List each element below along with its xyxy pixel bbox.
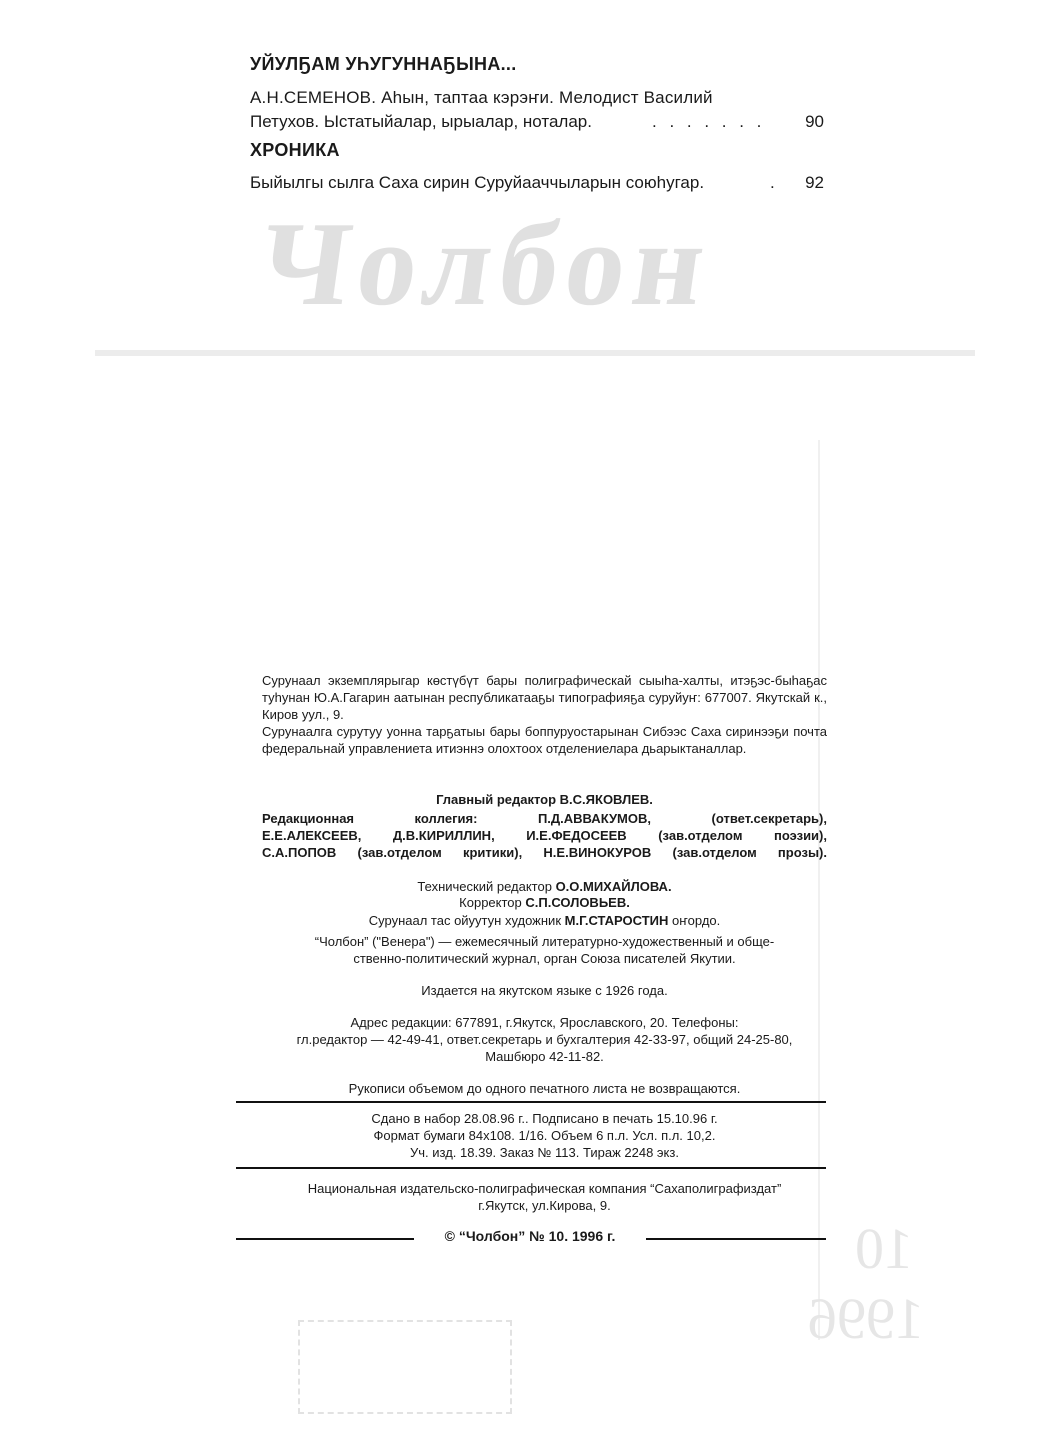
copyright-rule-left xyxy=(236,1238,414,1240)
corrector-label: Корректор xyxy=(459,895,522,910)
bleedthrough-rule xyxy=(95,350,975,356)
journal-description xyxy=(262,933,827,967)
tech-editor-label: Технический редактор xyxy=(417,879,552,894)
print-details-line2: Формат бумаги 84x108. 1/16. Объем 6 п.л. Усл. п.л. 10,2. xyxy=(373,1128,716,1143)
toc-entry-line1: Быйылгы сылга Саха сирин Суруйааччыларын союhугар. xyxy=(250,173,705,192)
cover-artist-suffix: оҥордо. xyxy=(672,913,721,928)
tech-editor xyxy=(262,878,827,895)
tech-editor-name: О.О.МИХАЙЛОВА. xyxy=(555,879,672,894)
bleedthrough-logo: Чолбон xyxy=(252,197,721,330)
toc-page-number: 90 xyxy=(805,112,824,131)
toc-leader: . xyxy=(770,173,775,192)
bleedthrough-issue: 10 xyxy=(855,1216,913,1281)
address-line1: Адрес редакции: 677891, г.Якутск, Ярославского, 20. Телефоны: xyxy=(350,1015,739,1030)
imprint-block xyxy=(262,672,827,757)
editorial-board-line2: Е.Е.АЛЕКСЕЕВ, Д.В.КИРИЛЛИН, И.Е.ФЕДОСЕЕВ (зав.отделом поэзии), xyxy=(262,828,827,843)
published-since: Издается на якутском языке с 1926 года. xyxy=(421,983,668,998)
print-details-line1: Сдано в набор 28.08.96 г.. Подписано в печать 15.10.96 г. xyxy=(371,1111,718,1126)
address-line2: гл.редактор — 42-49-41, ответ.секретарь и бухгалтерия 42-33-97, общий 24-25-80, xyxy=(296,1032,793,1047)
editorial-board xyxy=(262,810,827,861)
publisher-line2: г.Якутск, ул.Кирова, 9. xyxy=(478,1198,611,1213)
toc-entry xyxy=(250,171,824,195)
toc-entry xyxy=(250,86,824,134)
editorial-board-line3: С.А.ПОПОВ (зав.отделом критики), Н.Е.ВИНОКУРОВ (зав.отделом прозы). xyxy=(262,845,827,860)
toc-leader: . . . . . . . xyxy=(652,112,766,131)
print-details-line3: Уч. изд. 18.39. Заказ № 113. Тираж 2248 экз. xyxy=(410,1145,679,1160)
address-line3: Машбюро 42-11-82. xyxy=(485,1049,604,1064)
bleedthrough-year: 1996 xyxy=(808,1286,924,1351)
publisher-line1: Национальная издательско-полиграфическая компания “Сахаполиграфиздат” xyxy=(307,1181,782,1196)
print-details xyxy=(262,1110,827,1161)
divider xyxy=(236,1167,826,1169)
editorial-address xyxy=(262,1014,827,1065)
library-stamp xyxy=(298,1320,512,1414)
journal-description-line1: “Чолбон” ("Венера") — ежемесячный литературно-художественный и обще- xyxy=(314,934,775,949)
cover-artist xyxy=(262,912,827,929)
imprint-para1: Сурунаал экземплярыгар көстүбүт бары полиграфическай сыыhа-халты, итэҕэс-быhаҕас туhунан Ю.А.Гагарин аатынан республикатааҕы типографияҕа суруйуҥ: 677007. Якутскай к., Киров уул., 9. xyxy=(262,673,827,722)
cover-artist-name: М.Г.СТАРОСТИН xyxy=(564,913,669,928)
toc-entry-line2: Петухов. Ыстатыйалар, ырыалар, ноталар. xyxy=(250,112,592,131)
editorial-board-line1: Редакционная коллегия: П.Д.АВВАКУМОВ, (ответ.секретарь), xyxy=(262,811,827,826)
cover-artist-prefix: Сурунаал тас ойуутун художник xyxy=(368,913,562,928)
copyright-rule-right xyxy=(646,1238,826,1240)
publisher-info xyxy=(262,1180,827,1214)
toc-page-number: 92 xyxy=(805,173,824,192)
corrector xyxy=(262,894,827,911)
toc-entry-line1: А.Н.СЕМЕНОВ. Аhын, таптаа кэрэҥи. Мелодист Василий xyxy=(250,88,713,107)
divider xyxy=(236,1101,826,1103)
section-heading: ХРОНИКА xyxy=(250,140,340,160)
chief-editor: Главный редактор В.С.ЯКОВЛЕВ. xyxy=(436,792,653,807)
section-heading: УЙУЛҔАМ УҺУГУННАҔЫНА... xyxy=(250,54,517,74)
corrector-name: С.П.СОЛОВЬЕВ. xyxy=(525,895,630,910)
manuscripts-note: Рукописи объемом до одного печатного листа не возвращаются. xyxy=(348,1081,741,1096)
imprint-para2: Сурунаалга сурутуу уонна тарҕатыы бары боппуруостарынан Сибээс Саха сиринээҕи почта федеральнай управлениета итиэннэ олохтоох отделениелара дьарыктаналлар. xyxy=(262,724,827,756)
copyright-line: © “Чолбон” № 10. 1996 г. xyxy=(444,1228,616,1244)
journal-description-line2: ственно-политический журнал, орган Союза писателей Якутии. xyxy=(353,951,736,966)
